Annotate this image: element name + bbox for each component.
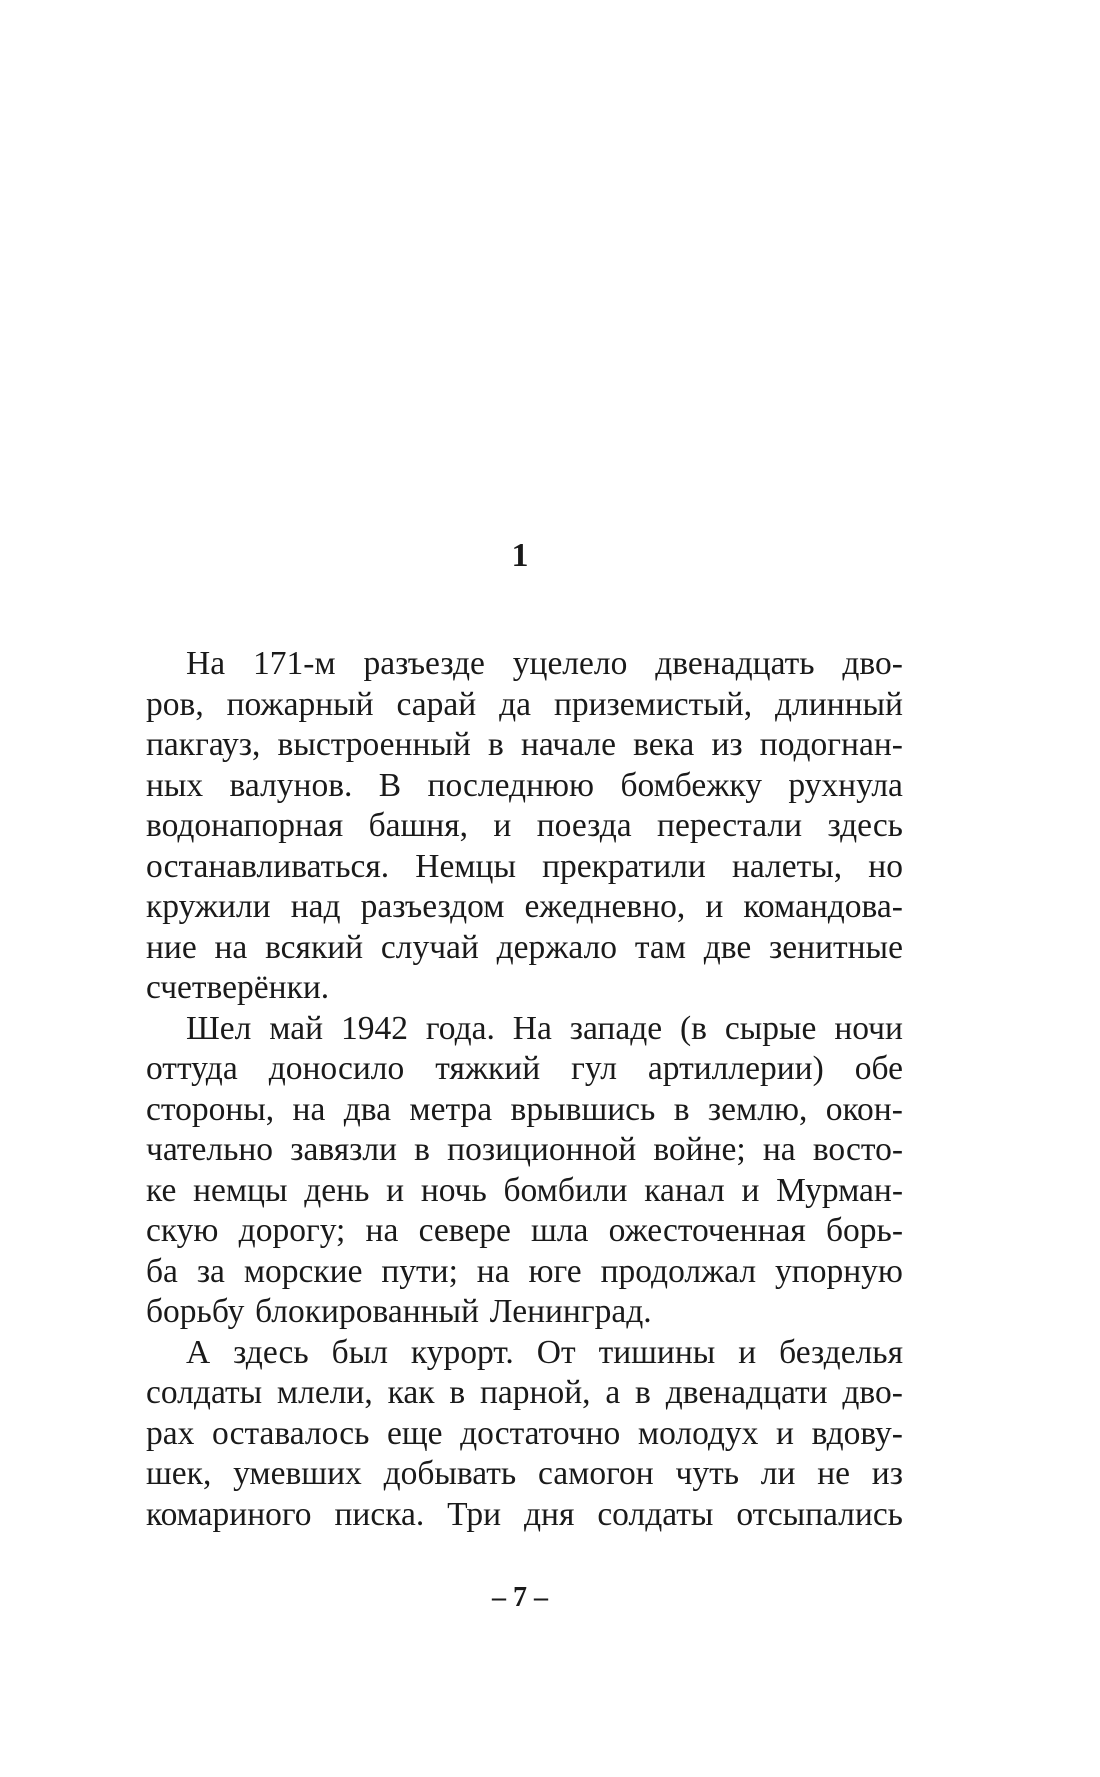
word: как [387, 1374, 435, 1411]
word: От [536, 1333, 576, 1371]
word: молодух [637, 1414, 759, 1452]
word: начале [520, 726, 617, 763]
word: ночи [834, 1009, 903, 1047]
word: шла [531, 1212, 589, 1249]
text-line [146, 1049, 903, 1090]
chapter-number: 1 [511, 537, 529, 574]
word: млели, [276, 1374, 373, 1411]
word: еще [386, 1414, 443, 1452]
text-line [146, 847, 903, 888]
word: На [186, 645, 226, 682]
word: достаточно [460, 1414, 621, 1452]
word: дво- [842, 1374, 903, 1411]
word: оставалось [211, 1414, 370, 1452]
text-line [146, 1171, 903, 1212]
word: на [214, 928, 248, 966]
word: бомбили [503, 1171, 628, 1209]
word: бомбежку [620, 766, 762, 804]
word: Ленинград. [489, 1293, 652, 1330]
word: шек, [146, 1455, 212, 1492]
word: ночь [420, 1171, 487, 1209]
word: завязли [290, 1131, 397, 1168]
word: из [871, 1455, 903, 1492]
word: и [705, 888, 724, 925]
word: вдову- [811, 1414, 903, 1452]
word: две [703, 928, 752, 966]
word: восто- [812, 1131, 903, 1168]
word: окон- [825, 1090, 903, 1128]
word: века [633, 726, 695, 763]
word: держало [496, 928, 618, 966]
word: А [186, 1333, 211, 1371]
word: борь- [826, 1212, 903, 1249]
word: а [605, 1374, 621, 1411]
word: курорт. [410, 1333, 514, 1371]
word: войне; [653, 1131, 746, 1168]
word: ных [146, 766, 204, 804]
word: В [378, 766, 402, 804]
text-line [146, 1495, 903, 1536]
word: дня [523, 1495, 575, 1533]
word: солдаты [146, 1374, 263, 1411]
word: два [343, 1090, 392, 1128]
word: водонапорная [146, 807, 344, 844]
text-line [146, 1292, 903, 1333]
word: на [762, 1131, 796, 1168]
word: и [493, 807, 512, 844]
text-line [146, 1414, 903, 1455]
word: (в [680, 1009, 708, 1047]
word: позиционной [447, 1131, 637, 1168]
word: добывать [383, 1455, 517, 1492]
word: Мурман- [776, 1171, 903, 1209]
word: и [741, 1171, 760, 1209]
word: в [449, 1374, 466, 1411]
word: уцелело [512, 645, 628, 682]
word: разъездом [360, 888, 505, 925]
text-line [146, 1090, 903, 1131]
word: парной, [479, 1374, 591, 1411]
word: продолжал [600, 1252, 757, 1290]
word: оттуда [146, 1050, 238, 1087]
text-line [146, 928, 903, 969]
word: умевших [233, 1455, 362, 1492]
word: писка. [334, 1495, 425, 1533]
word: в [487, 726, 504, 763]
word: май [269, 1009, 324, 1047]
word: командова- [743, 888, 903, 925]
text-line [146, 887, 903, 928]
word: за [196, 1252, 225, 1290]
word: в [414, 1131, 430, 1168]
word: рухнула [788, 766, 903, 804]
word: артиллерии) [647, 1050, 824, 1087]
word: 1942 [340, 1009, 408, 1047]
word: последнюю [427, 766, 595, 804]
word: упорную [775, 1252, 903, 1290]
word: немцы [193, 1171, 288, 1209]
page-number: – 7 – [492, 1582, 548, 1613]
word: комариного [146, 1495, 312, 1533]
word: зенитные [769, 928, 903, 966]
text-line [146, 685, 903, 726]
word: чательно [146, 1131, 274, 1168]
word: но [868, 847, 903, 885]
text-line [146, 1252, 903, 1293]
word: 171-м [252, 645, 336, 682]
word: Шел [186, 1009, 252, 1047]
text-line [146, 968, 903, 1009]
text-line [146, 1333, 903, 1374]
word: обе [854, 1050, 903, 1087]
word: был [331, 1333, 388, 1371]
word: выстроенный [277, 726, 471, 763]
word: там [634, 928, 686, 966]
word: прекратили [542, 847, 706, 885]
text-line [146, 1130, 903, 1171]
word: и [738, 1333, 757, 1371]
body-text [146, 644, 903, 1535]
word: метра [409, 1090, 493, 1128]
text-line [146, 766, 903, 807]
word: дво- [842, 645, 903, 682]
text-line [146, 806, 903, 847]
word: блокированный [255, 1293, 479, 1330]
word: скую [146, 1212, 219, 1249]
word: ние [146, 928, 197, 966]
word: севере [418, 1212, 511, 1249]
word: длинный [775, 685, 903, 723]
word: пакгауз, [146, 726, 261, 763]
word: кружили [146, 888, 271, 925]
word: здесь [827, 807, 903, 844]
word: разъезде [363, 645, 485, 682]
word: борьбу [146, 1293, 245, 1330]
word: канал [644, 1171, 725, 1209]
word: подогнан- [759, 726, 903, 763]
word: доносило [268, 1050, 405, 1087]
word: да [499, 685, 532, 723]
word: юге [528, 1252, 582, 1290]
word: тишины [598, 1333, 716, 1371]
word: На [512, 1009, 552, 1047]
word: башня, [368, 807, 468, 844]
word: отсыпались [736, 1495, 903, 1533]
word: и [386, 1171, 405, 1209]
word: гул [571, 1050, 617, 1087]
text-line [146, 1211, 903, 1252]
word: ежедневно, [524, 888, 686, 925]
text-line [146, 644, 903, 685]
word: солдаты [597, 1495, 714, 1533]
word: в [673, 1090, 690, 1128]
word: сарай [396, 685, 477, 723]
word: рах [146, 1414, 195, 1452]
word: чуть [675, 1455, 739, 1492]
word: морские [243, 1252, 363, 1290]
word: ров, [146, 685, 204, 723]
word: стороны, [146, 1090, 275, 1128]
word: счетверёнки. [146, 969, 330, 1006]
word: тяжкий [435, 1050, 541, 1087]
word: безделья [779, 1333, 903, 1371]
word: и [776, 1414, 794, 1452]
text-line [146, 1373, 903, 1414]
word: сырые [724, 1009, 817, 1047]
word: здесь [233, 1333, 309, 1371]
word: останавливаться. [146, 847, 390, 885]
word: ба [146, 1252, 178, 1290]
word: над [290, 888, 341, 925]
word: Три [447, 1495, 502, 1533]
word: года. [425, 1009, 495, 1047]
word: поезда [536, 807, 632, 844]
word: врывшись [510, 1090, 656, 1128]
word: ке [146, 1171, 177, 1209]
word: самогон [538, 1455, 654, 1492]
word: день [304, 1171, 370, 1209]
word: пожарный [226, 685, 374, 723]
word: из [711, 726, 743, 763]
word: не [817, 1455, 851, 1492]
word: валунов. [229, 766, 353, 804]
word: пути; [381, 1252, 458, 1290]
word: на [292, 1090, 326, 1128]
word: в [635, 1374, 651, 1411]
word: случай [380, 928, 479, 966]
text-line [146, 1009, 903, 1050]
word: Немцы [415, 847, 516, 885]
word: налеты, [731, 847, 843, 885]
word: ожесточенная [608, 1212, 806, 1249]
word: дорогу; [238, 1212, 346, 1249]
word: на [476, 1252, 510, 1290]
word: приземистый, [553, 685, 753, 723]
text-line [146, 1454, 903, 1495]
word: перестали [657, 807, 803, 844]
word: ли [760, 1455, 796, 1492]
word: всякий [265, 928, 364, 966]
word: на [365, 1212, 399, 1249]
text-line [146, 725, 903, 766]
word: двенадцати [665, 1374, 828, 1411]
word: двенадцать [655, 645, 815, 682]
word: землю, [707, 1090, 808, 1128]
word: западе [569, 1009, 663, 1047]
